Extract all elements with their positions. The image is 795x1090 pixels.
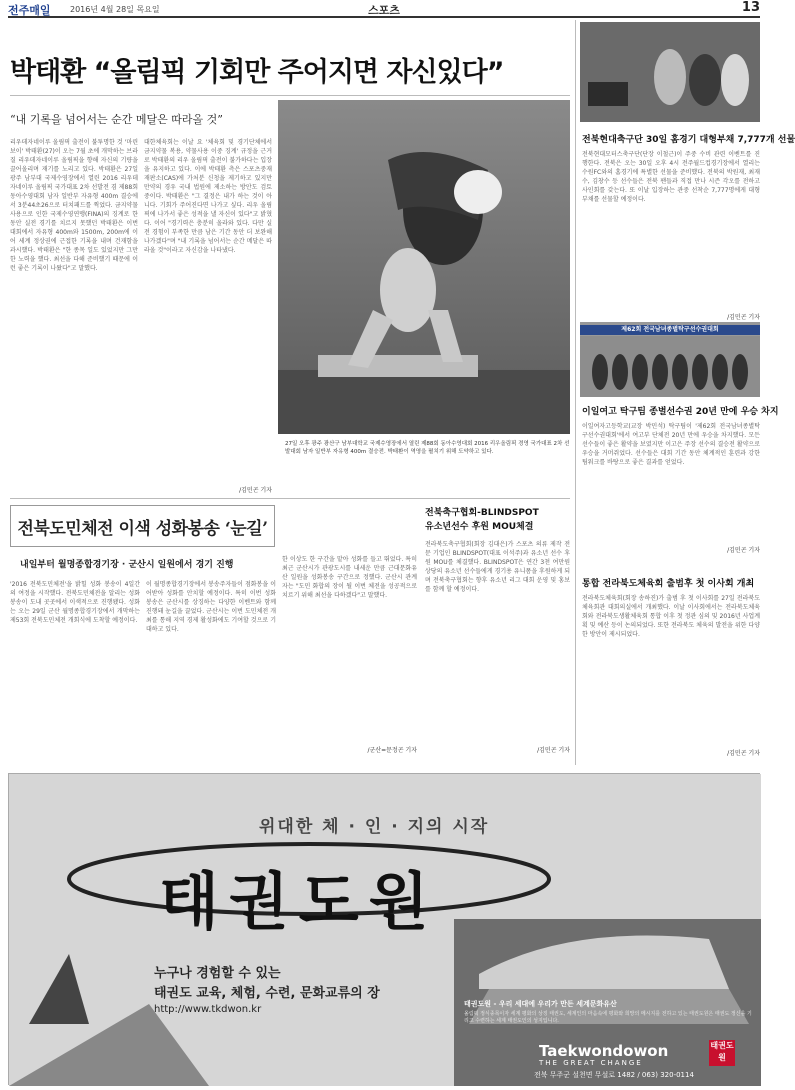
soccer-illustration	[580, 22, 760, 122]
tabletennis-banner: 제62회 전국남녀종별탁구선수권대회	[580, 325, 760, 335]
page-header	[8, 0, 760, 18]
festival-title: 전북도민체전 이색 성화봉송 ‘눈길’	[17, 519, 268, 539]
blindspot-body: 전라북도축구협회(회장 김대은)가 스포츠 의류 제작 전문 기업인 BLINDSPOT(대표 이석주)과 유소년 선수 후원 MOU를 체결했다. BLINDSPOT은 연간 3천 여만원 상당의 유소년 선수들에게 경기용 유니폼을 후원하게 되며 전북축구협회는 향후 유소년 리그 대회 운영 및 홍보를 함께 할 예정이다.	[425, 541, 570, 593]
column-divider	[575, 20, 576, 765]
ad-line1: 누구나 경험할 수 있는	[154, 966, 281, 981]
blindspot-title2: 유소년선수 후원 MOU체결	[425, 522, 534, 532]
ad-badge: 태권도원	[709, 1040, 735, 1066]
ad-url[interactable]: http://www.tkdwon.kr	[154, 1004, 262, 1015]
blindspot-title1: 전북축구협회-BLINDSPOT	[425, 508, 539, 518]
sidebar-article2-body: 이일여자고등학교(교장 박민석) 탁구팀이 '제62회 전국남녀종별탁구선수권대회'에서 여고부 단체전 20년 만에 우승을 차지했다. 모든 선수들이 좋은 활약을 보였지만 이고은 주장 선수의 결승전 활약으로 우승을 거머쥐었다. 선수들은 대회 기간 동안 체계적인 훈련과 강한 팀워크를 바탕으로 좋은 결과를 얻었다.	[582, 423, 760, 466]
paper-name: 전주매일	[8, 4, 51, 17]
page-number: 13	[741, 0, 760, 15]
sidebar-article3-byline: /김민곤 기자	[727, 750, 760, 757]
sidebar-article2-title: 이일여고 탁구팀 종별선수권 20년 만에 우승 차지	[582, 407, 779, 417]
sidebar-article1-byline: /김민곤 기자	[727, 314, 760, 321]
ad-logo: Taekwondowon	[539, 1042, 669, 1060]
taekwondowon-ad	[8, 773, 760, 1085]
sidebar-article2-byline: /김민곤 기자	[727, 547, 760, 554]
ad-logo-tagline: THE GREAT CHANGE	[539, 1059, 643, 1067]
blindspot-byline: /김민곤 기자	[537, 747, 570, 754]
swimmer-photo	[278, 100, 570, 434]
issue-date: 2016년 4월 28일 목요일	[70, 5, 160, 14]
main-headline: 박태환 “올림픽 기회만 주어지면 자신있다”	[10, 57, 504, 88]
swimmer-illustration	[278, 100, 570, 434]
section-name: 스포츠	[368, 4, 400, 17]
sidebar-article3-body: 전라북도체육회(회장 송하진)가 출범 후 첫 이사회를 27일 전라북도체육회관 대회의실에서 개최했다. 이날 이사회에서는 전라북도체육회와 전라북도생활체육회 통합 이후 첫 정관 심의 및 2016년 사업계획 및 예산 등이 논의되었다. 또한 전라북도 체육의 발전을 위한 다양한 방안이 제시되었다.	[582, 595, 760, 638]
festival-byline: /군산=문정곤 기자	[367, 747, 417, 754]
ad-main-text: 태권도원	[159, 865, 439, 938]
festival-col2: 이 월명종합경기장에서 봉송주자들이 점화봉을 이어받아 성화를 안치할 예정이다. 특히 이번 성화 봉송은 군산시를 상징하는 다양한 이벤트와 함께 진행돼 눈길을 끌었다. 군산시는 이번 도민체전 개최를 통해 지역 경제 활성화에도 기여할 것으로 기대하고 있다.	[146, 581, 276, 633]
soccer-photo	[580, 22, 760, 122]
ad-caption-body: 올림픽 정식종목이자 세계 평화의 상징 태권도, 세계인의 마음속에 평화와 희망의 메시지를 전하고 있는 태권도원은 태권도 정신을 기리고 수련하는 세계 태권도인의 성지입니다.	[464, 1011, 752, 1024]
photo-caption: 27일 오후 광주 광산구 남부대학교 국제수영장에서 열린 제88회 동아수영대회 2016 리우올림픽 경영 국가대표 2차 선발대회 남자 일반부 자유형 400m 결승전. 박태환이 역영을 펼치기 위해 도약하고 있다.	[285, 441, 570, 455]
tabletennis-photo	[580, 322, 760, 397]
headline-rule	[10, 95, 570, 96]
festival-col1: '2016 전북도민체전'을 밝힐 성화 봉송이 4일간의 여정을 시작했다. 전북도민체전을 알리는 성화 봉송이 도내 곳곳에서 이색적으로 진행됐다. 성화는 오는 29일 군산 월명종합경기장에서 개막하는 제53회 전북도민체전 개회식에 도착할 예정이다.	[10, 581, 140, 624]
ad-tagline: 위대한 체 · 인 · 지의 시작	[259, 817, 490, 837]
sidebar-article1-body: 전북현대모터스축구단(단장 이철근)이 주중 수비 관련 이벤트를 진행한다. 전북은 오는 30일 오후 4시 전주월드컵경기장에서 열리는 수원FC와의 홈경기에 특별한 선물을 준비했다. 전북의 박원재, 최재수, 김창수 등 선수들은 전북 팬들과 직접 만나 시즌 각오를 전하고 사인회를 갖는다. 또 이날 입장하는 관중 선착순 7,777명에게 대형 부채를 선물할 예정이다.	[582, 151, 760, 203]
ad-address: 전북 무주군 설천면 무설로 1482 / 063) 320-0114	[534, 1071, 694, 1079]
festival-subhead: 내일부터 월명종합경기장 · 군산시 일원에서 경기 진행	[20, 560, 234, 570]
main-subhead: “내 기록을 넘어서는 순간 메달은 따라올 것”	[10, 113, 223, 126]
main-article-col1: 리우데자네이루 올림픽 출전이 불투명한 것 '마린보이' 박태환(27)이 오는 7월 초에 개막하는 브라질 리우데자네이루 올림픽을 향해 자신의 기량을 끌어올리며 재기를 노리고 있다. 박태환은 27일 광주 남부대 국제수영장에서 열린 2016 리우데자네이루 올림픽 국가대표 2차 선발전 겸 제88회 동아수영대회 남자 일반부 자유형 400m 결승에서 3분44초26으로 터치패드를 찍었다. 금지약물 사용으로 인한 국제수영연맹(FINA)의 징계로 한동안 실전 경기를 치르지 못했던 박태환은 이번 대회에서 자유형 400m와 1500m, 200m에 이어 세계 정상권에 근접한 기록을 내며 건재함을 과시했다. 박태환은 "한 종목 일도 있었지만 그만한 노력을 했다. 최선을 다해 준비했기 때문에 이런 좋은 기록이 나왔다"고 말했다.	[10, 139, 138, 272]
section-rule	[10, 498, 570, 499]
sidebar-article3-title: 통합 전라북도체육회 출범후 첫 이사회 개최	[582, 579, 755, 589]
festival-col3: 한 이상도 한 구간을 맡아 성화를 들고 뛰었다. 특히 최근 군산시가 관광도시를 내세운 만큼 근대문화유산 일원을 성화봉송 구간으로 정했다. 군산시 관계자는 "도민 화합의 장이 될 이번 체전을 성공적으로 치르기 위해 최선을 다하겠다"고 말했다.	[282, 556, 417, 599]
ad-caption-title: 태권도원 - 우리 세대에 우리가 만든 세계문화유산	[464, 1000, 617, 1008]
main-byline: /김민곤 기자	[239, 487, 272, 494]
sidebar-article1-title: 전북현대축구단 30일 홈경기 대형부채 7,777개 선물	[582, 135, 795, 145]
main-article-col2: 대한체육회는 이날 요 '체육회 및 경기단체에서 금지약물 복용, 약물사용 이중 징계' 규정을 근거로 박태환의 리우 올림픽 출전이 불가하다는 입장을 유지하고 있다. 이에 박태환 측은 스포츠중재재판소(CAS)에 가처분 신청을 제기하고 있지만 만약의 경우 국내 법원에 제소하는 방안도 검토 중이다. 박태환은 "그 결정은 내가 하는 것이 아니다. 기회가 주어진다면 나가고 싶다. 리우 올림픽에 나가서 좋은 성적을 낼 자신이 있다"고 밝혔다. 이어 "경기력은 충분히 올라와 있다. 다만 실전 경험이 부족한 만큼 남은 기간 동안 더 보완해 나가겠다"며 "내 기록을 넘어서는 순간 메달은 따라올 것"이라고 자신감을 나타냈다.	[144, 139, 272, 254]
festival-title-box	[10, 505, 275, 547]
ad-line2: 태권도 교육, 체험, 수련, 문화교류의 장	[154, 986, 380, 1001]
